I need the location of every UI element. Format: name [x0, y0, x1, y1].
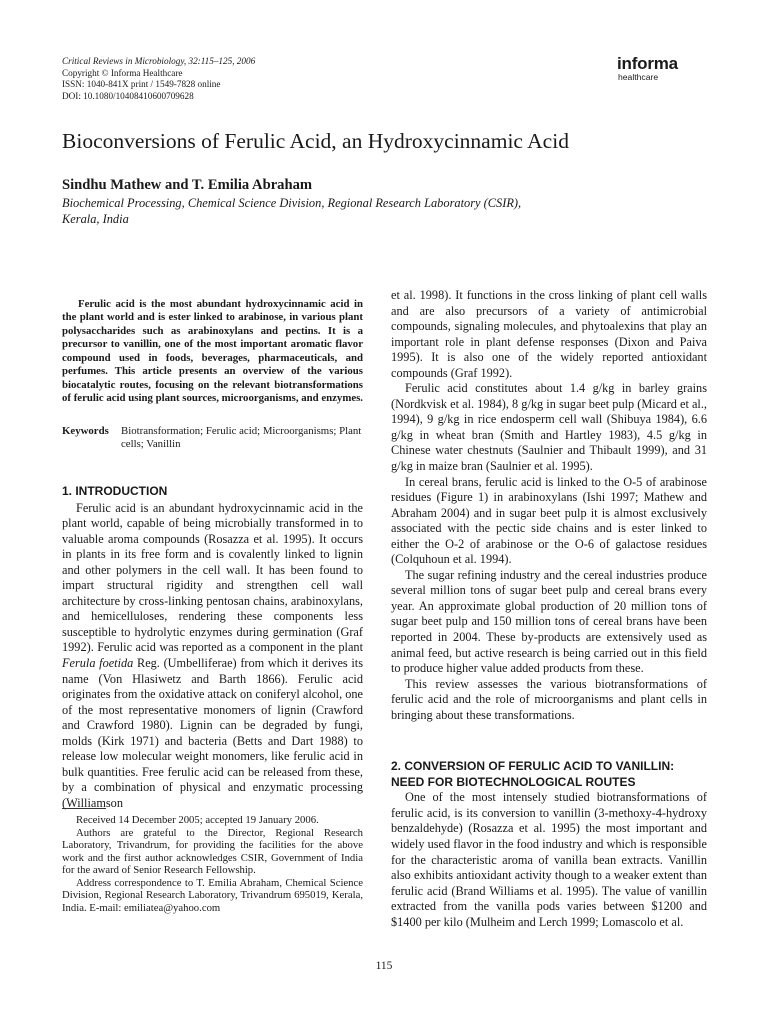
correspondence-note: Address correspondence to T. Emilia Abraham, Chemical Science Division, Regional Research Laboratory, Trivandrum 695019, Kerala, India. E-mail: emiliatea@yahoo.com: [62, 876, 363, 914]
keywords-label: Keywords: [62, 425, 109, 437]
article-authors: Sindhu Mathew and T. Emilia Abraham: [62, 177, 313, 193]
introduction-paragraph-3: In cereal brans, ferulic acid is linked to the O-5 of arabinose residues (Figure 1) in arabinoxylans (Ishi 1997; Mathew and Abraham 2004) and in sugar beet pulp it is almost exclusively associated with the pectic side chains and is ester linked to either the O-2 of arabinose or the O-6 of galactose residues (Colquhoun et al. 1994).: [391, 474, 707, 567]
section-2-paragraph-1: One of the most intensely studied biotransformations of ferulic acid, is its conversion to vanillin (3-methoxy-4-hydroxy benzaldehyde) (Rosazza et al. 1995) the most important and widely used flavor in the food industry and which is responsible for the characteristic aroma of vanilla bean extracts. Vanillin also exhibits antioxidant activity though to a weaker extent than ferulic acid (Brand Williams et al. 1995). The value of vanillin extracted from the vanilla pods varies between $1200 and $1400 per kilo (Mulheim and Lerch 1999; Lomascolo et al.: [391, 790, 707, 929]
acknowledgement-note: Authors are grateful to the Director, Regional Research Laboratory, Trivandrum, for providing the facilities for the above work and the first author acknowledges CSIR, Government of India for the award of Senior Research Fellowship.: [62, 826, 363, 876]
article-title: Bioconversions of Ferulic Acid, an Hydroxycinnamic Acid: [62, 129, 569, 153]
journal-header: [62, 56, 255, 102]
abstract: [62, 298, 363, 406]
introduction-paragraph-1: [62, 501, 363, 812]
copyright-line: Copyright © Informa Healthcare: [62, 67, 183, 78]
publisher-name: informa: [617, 54, 678, 73]
introduction-section: [62, 484, 363, 811]
right-column: [391, 288, 707, 930]
introduction-continuation: et al. 1998). It functions in the cross linking of plant cell walls and are also precursors of a variety of antimicrobial compounds, signaling molecules, and phytoalexins that play an important role in plant defense responses (Dixon and Paiva 1995). It is also one of the widely reported antioxidant compounds (Graf 1992).: [391, 288, 707, 380]
section-2-heading: [391, 759, 707, 790]
footnotes: [62, 814, 363, 914]
introduction-paragraph-4: The sugar refining industry and the cereal industries produce several million tons of sugar beet pulp and cereal brans every year. An approximate global production of 20 million tons of sugar beet pulp and 150 million tons of cereal brans have been reported in 2004. These by-products are extensively used as animal feed, but active research is being carried out in this field to produce higher value added products from these.: [391, 567, 707, 676]
intro-p1-text-b: Reg. (Umbelliferae) from which it derives its name (Von Hlasiwetz and Barth 1866). Ferulic acid originates from the oxidative attack on coniferyl alcohol, one of the most representative monomers of lignin (Crawford and Crawford 1980). Lignin can be degraded by fungi, molds (Kirk 1971) and bacteria (Betts and Dart 1988) to release low molecular weight monomers, like ferulic acid in bulk quantities. Free ferulic acid can be released from these, by a combination of physical and enzymatic processing (Williamson: [62, 655, 363, 810]
keywords: [62, 425, 363, 452]
abstract-text: Ferulic acid is the most abundant hydroxycinnamic acid in the plant world and is ester linked to arabinose, in various plant polysaccharides such as arabinoxylans and pectins. It is a precursor to vanillin, one of the most important aromatic flavor compound used in foods, beverages, pharmaceuticals, and perfumes. This article presents an overview of the various biocatalytic routes, focusing on the relevant biotransformations of ferulic acid using plant sources, microorganisms, and enzymes.: [62, 298, 364, 405]
issn-line: ISSN: 1040-841X print / 1549-7828 online: [62, 79, 221, 90]
page-number: 115: [375, 960, 393, 972]
received-date-note: Received 14 December 2005; accepted 19 January 2006.: [76, 814, 319, 826]
section-2-heading-line-2: NEED FOR BIOTECHNOLOGICAL ROUTES: [391, 774, 636, 789]
introduction-paragraph-5: This review assesses the various biotransformations of ferulic acid and the role of microorganisms and plant cells in bringing about these transformations.: [391, 676, 707, 722]
species-name: Ferula foetida: [62, 655, 134, 670]
intro-p1-text-a: Ferulic acid is an abundant hydroxycinnamic acid in the plant world, capable of being microbially transformed in to valuable aroma compounds (Rosazza et al. 1995). It occurs in plants in its free form and is covalently linked to lignin and other polymers in the cell wall. It has been found to impart structural rigidity and strengthen cell wall architecture by cross-linking pentosan chains, arabinoxylans, and hemicelluloses, rendering these components less susceptible to hydrolytic enzymes during germination (Graf 1992). Ferulic acid was reported as a component in the plant: [62, 500, 363, 655]
doi-line: DOI: 10.1080/10408410600709628: [62, 90, 194, 101]
publisher-logo: [617, 55, 678, 82]
journal-citation: Critical Reviews in Microbiology, 32:115–125, 2006: [62, 56, 256, 66]
author-affiliation: Biochemical Processing, Chemical Science Division, Regional Research Laboratory (CSIR), Kerala, India: [62, 196, 522, 226]
section-2-heading-line-1: 2. CONVERSION OF FERULIC ACID TO VANILLIN:: [391, 759, 675, 774]
publisher-subname: healthcare: [618, 72, 659, 82]
introduction-heading: 1. INTRODUCTION: [62, 484, 168, 498]
introduction-paragraph-2: Ferulic acid constitutes about 1.4 g/kg in barley grains (Nordkvisk et al. 1984), 8 g/kg in sugar beet pulp (Micard et al., 1994), 9 g/kg in rice endosperm cell wall (Shibuya 1984), 6.6 g/kg in wheat bran (Smith and Hartley 1983), 4.5 g/kg in Chinese water chestnuts (Saulnier and Thibault 1999), and 31 g/kg in maize bran (Saulnier et al. 1995).: [391, 381, 707, 474]
footnote-rule: [62, 808, 106, 809]
keywords-text: Biotransformation; Ferulic acid; Microorganisms; Plant cells; Vanillin: [121, 425, 362, 451]
